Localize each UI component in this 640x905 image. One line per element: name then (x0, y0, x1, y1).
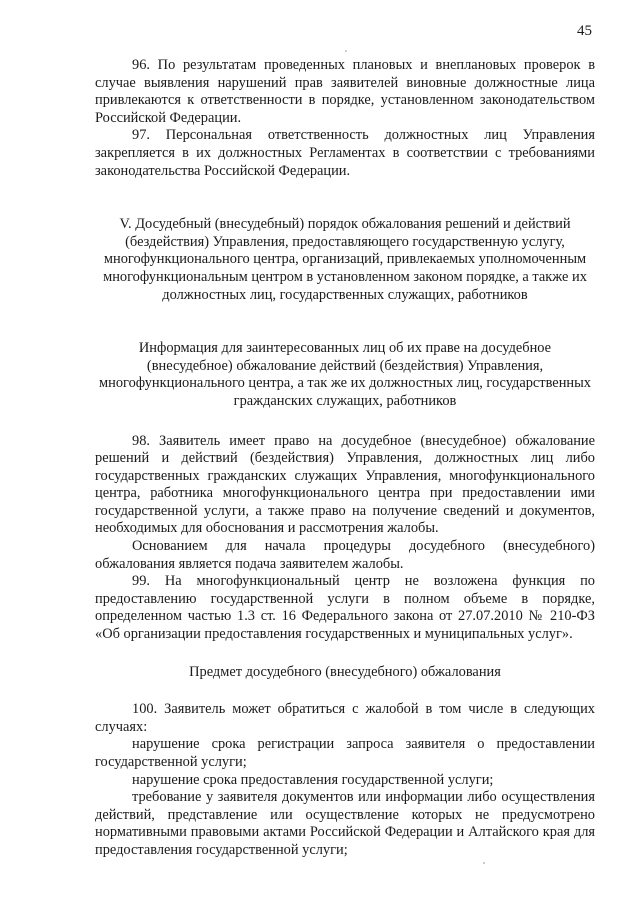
spacer (95, 644, 595, 664)
paragraph-97: 97. Персональная ответственность должностных лиц Управления закрепляется в их должностных Регламентах в соответствии с требованиями законодательства Российской Федерации. (95, 127, 595, 179)
page-number: 45 (577, 23, 592, 39)
spacer (95, 304, 595, 340)
scan-speck (483, 862, 485, 864)
paragraph-98: 98. Заявитель имеет право на досудебное (внесудебное) обжалование решений и действий (бездействия) Управления, должностных лиц либо государственных гражданских служащих Управления, многофункционального центра, работника многофункционального центра при предоставлении ими государственной услуги, а также право на получение сведений и документов, необходимых для обоснования и рассмотрения жалобы. (95, 432, 595, 537)
paragraph-99: 99. На многофункциональный центр не возложена функция по предоставлению государственной услуги в полном объеме в порядке, определенном частью 1.3 ст. 16 Федерального закона от 27.07.2010 № 210-ФЗ «Об организации предоставления государственных и муниципальных услуг». (95, 573, 595, 643)
subject-heading: Предмет досудебного (внесудебного) обжалования (189, 663, 501, 680)
list-item-registration-term: нарушение срока регистрации запроса заявителя о предоставлении государственной услуги; (95, 736, 595, 770)
paragraph-96: 96. По результатам проведенных плановых и внеплановых проверок в случае выявления нарушений прав заявителей виновные должностные лица привлекаются к ответственности в порядке, установленном законодательством Российской Федерации. (95, 57, 595, 126)
info-heading: Информация для заинтересованных лиц об их праве на досудебное (внесудебное) обжалование действий (бездействия) Управления, многофункционального центра, а так же их должностных лиц, государственных гражданских служащих, работников (99, 340, 591, 409)
paragraph-grounds: Основанием для начала процедуры досудебного (внесудебного) обжалования является подача заявителем жалобы. (95, 538, 595, 572)
document-body (95, 57, 595, 860)
spacer (95, 411, 595, 433)
section-heading: V. Досудебный (внесудебный) порядок обжалования решений и действий (бездействия) Управления, предоставляющего государственную услугу, многофункционального центра, организаций, привлекаемых уполномоченным многофункциональным центром в установленном законом порядке, а также их должностных лиц, государственных служащих, работников (103, 216, 587, 303)
paragraph-100: 100. Заявитель может обратиться с жалобой в том числе в следующих случаях: (95, 701, 595, 735)
spacer (95, 681, 595, 701)
scan-speck (345, 50, 347, 52)
spacer (95, 180, 595, 216)
list-item-service-term: нарушение срока предоставления государственной услуги; (132, 771, 494, 788)
list-item-documents-requirement: требование у заявителя документов или информации либо осуществления действий, представление или осуществление которых не предусмотрено нормативными правовыми актами Российской Федерации и Алтайского края для предоставления государственной услуги; (95, 789, 595, 858)
